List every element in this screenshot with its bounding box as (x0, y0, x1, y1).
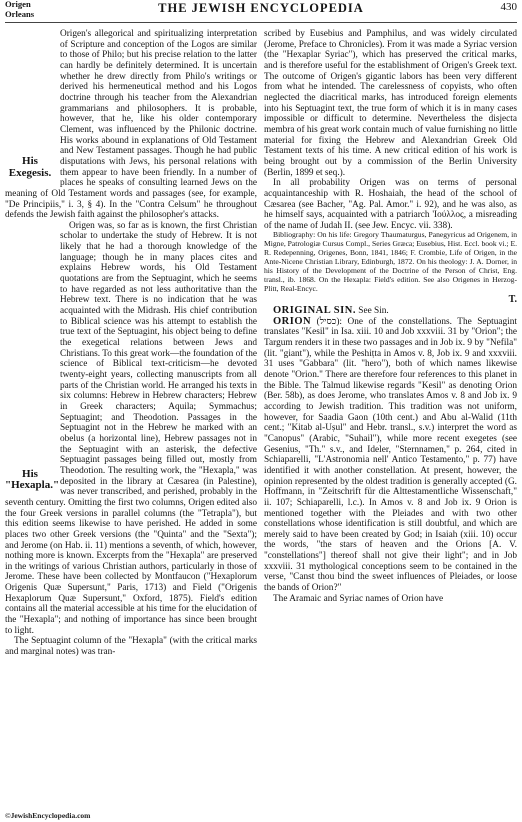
page-number: 430 (500, 1, 517, 13)
copyright-footer: ©JewishEncyclopedia.com (5, 811, 91, 820)
right-column (264, 29, 517, 800)
paragraph-septuagint-column: The Septuagint column of the "Hexapla" (with the critical marks and marginal notes) was tran- (5, 636, 257, 658)
sidenote-his-exegesis: His Exegesis. (8, 155, 52, 179)
running-header (5, 0, 517, 22)
entry-orion-hebrew: (כסיל) (316, 316, 340, 327)
bibliography: Bibliography: On his life: Gregory Thaumaturgus, Panegyricus ad Origenem, in Migne, Patrologiæ Cursus Compl., Series Græca; Eusebius, Hist. Eccl. book vi.; E. R. Redepenning, Origenes, Bonn, 1841, 1846; F. Crombie, Life of Origen, in the Ante-Nicene Christian Library, Edinburgh, 1872. On his theology: J. A. Dorner, in his History of the Development of the Doctrine of the Person of Christ, Eng. transl., ib. 1868. On the Hexapla: Field's edition. See also Origenes in Herzog-Plitt, Real-Encyc. (264, 230, 517, 293)
running-head-word-2: Orleans (5, 8, 35, 19)
left-column (5, 29, 257, 800)
paragraph-aramaic-names: The Aramaic and Syriac names of Orion have (273, 593, 444, 604)
entry-orion-title: ORION (273, 315, 312, 327)
paragraph-hoshaiah: In all probability Origen was on terms of personal acquaintanceship with R. Hoshaiah, the head of the school of Cæsarea (see Bacher, "Ag. Pal. Amor." i. 92), and he was also, as he himself says, acquainted with a patriarch 'Ιούλλος, a misreading of the name of Judah II. (see Jew. Encyc. vii. 338). (264, 178, 517, 231)
paragraph-study-of-hebrew: Origen was, so far as is known, the first Christian scholar to undertake the study of Hebrew. It is not likely that he had a thorough knowledge of the language; though he in many places cites and explains Hebrew words, his Old Testament quotations are from the Septuagint, which he seems to have regarded as not less authoritative than the Hebrew text. There is no indication that he was acquainted with the Midrash. His chief contribution to Biblical science was his attempt to establish the true text of the Septuagint, his object being to define the exegetical relations between Jews and Christians. To this great work—the foundation of the science of Biblical text-criticism—he devoted twenty-eight years, collecting manuscripts from all parts of the Christian world. He arranged his texts in six columns: Hebrew in Hebrew characters; Hebrew in Greek characters; Aquila; Symmachus; Septuagint; and Theodotion. Passages in the Septuagint not in the Hebrew he marked with an obelus (a horizontal line), Hebrew passages not in the Septuagint with an asterisk, the defective Septuagint passages being filled out, mostly from Theodotion. The resulting work, the "Hexapla," was deposited in the library at Cæsarea (in Palestine), was never transcribed, and perished, probably in the seventh century. Omitting the first two columns, Origen edited also the four Greek versions in parallel columns (the "Tetrapla"), but this edition seems likewise to have perished. He added in some places two other Greek versions (the "Quinta" and the "Sexta"); and Jerome (on Hab. ii. 11) mentions a seventh, of which, however, nothing more is known. Excerpts from the "Hexapla" are preserved in the writings of various Christian authors, particularly in those of Jerome. These have been collected by Montfaucon ("Hexaplorum Origenis Quæ Supersunt," Paris, 1713) and Field ("Origenis Hexaplorum Quæ Supersunt," Oxford, 1875). Field's edition contains all the material accessible at his time for the elucidation of the "Hexapla"; and nothing of importance has since been brought to light. (5, 220, 257, 636)
paragraph-transcription: scribed by Eusebius and Pamphilus, and was widely circulated (Jerome, Preface to Chronicles). From it was made a Syriac version (the "Hexaplar Syriac"), which has preserved the critical marks, and is therefore useful for the establishment of Origen's Greek text. The outcome of Origen's gigantic labors has been very different from what he intended. The carelessness of copyists, who often neglected the diacritical marks, has introduced foreign elements into his Septuagint text, the true form of which it is in many cases impossible or difficult to determine. Nevertheless the disjecta membra of his great work contain much of value furnishing no little material for fixing the Hebrew and Alexandrian Greek Old Testament texts of his time. A new critical edition of his work is being brought out by a commission of the Berlin University (Berlin, 1899 et seq.). (264, 29, 517, 178)
paragraph-philo-relation: Origen's allegorical and spiritualizing interpretation of Scripture and conception of the Logos are similar to those of Philo; but his precise relation to the latter can hardly be definitely determined. It is uncertain whether he drew directly from Philo's writings or derived his hermeneutical method and his Logos doctrine through his teacher from the Alexandrian grammarians and philosophers. It is probable, however, that he, like his older contemporary Clement, was influenced by the Philonic doctrine. His works abound in explanations of Old Testament and New Testament passages. Though he had public disputations with Jews, his personal relations with them appear to have been friendly. In a number of places he speaks of consulting learned Jews on the meaning of Old Testament words and passages (see, for example, "De Principiis," i. 3, § 4). In the "Contra Celsum" he throughout defends the Jewish faith against the philosopher's attacks. (5, 29, 257, 221)
entry-orion-text: : One of the constellations. The Septuagint translates "Kesil" in Isa. xiii. 10 and Job xxxviii. 31 by "Orion"; the Targum renders it in these two passages and in Job ix. 9 by "Nefila" (lit. "giant"), while the Peshiṭta in Amos v. 8, Job ix. 9 and xxxviii. 31 uses "Gabbara" (lit. "hero"), both of which names likewise denote "Orion." There are therefore four references to this planet in the Bible. The Talmud likewise regards "Kesil" as denoting Orion (Ber. 58b), as does Jerome, who translates Amos v. 8 and Job ix. 9 according to Jewish tradition. This tradition was not uniform, however, for Saadia Gaon (10th cent.) and Abu al-Walid (11th cent.; "Kitab al-Uṣul" and Hebr. transl., s.v.) interpret the word as "Canopus" (Arabic, "Suhail"), while more recent exegetes (see Gesenius, "Th." s.v., and Ideler, "Sternnamen," p. 264, cited in Schiaparelli, "L'Astronomia nell' Antico Testamento," p. 77) have identified it with another constellation. At present, however, the opinion represented by the oldest tradition is generally accepted (G. Hoffmann, in "Zeitschrift für die Alttestamentliche Wissenschaft," ii. 107; Schiaparelli, l.c.). In Amos v. 8 and Job ix. 9 Orion is mentioned together with the Pleiades and with two other constellations whose identification is still doubtful, and which are merely said to have been created by God; in Isaiah (xiii. 10) occur the words, "the stars of heaven and the Orions [A. V. "constellations"] thereof shall not give their light"; and in Job xxxviii. 31 mythological conceptions seem to be contained in the verse, "Canst thou bind the sweet influences of Pleiades, or loose the bands of Orion?" (264, 316, 517, 594)
entry-original-sin-title: ORIGINAL SIN. (273, 305, 356, 317)
entry-orion (264, 317, 517, 594)
page-title: THE JEWISH ENCYCLOPEDIA (158, 1, 364, 15)
author-signature: T. (508, 294, 517, 306)
sidenote-his-hexapla: His "Hexapla." (5, 467, 60, 492)
see-sin-link[interactable]: See Sin. (358, 306, 389, 317)
header-divider (5, 22, 517, 23)
running-head-word-1: Origen (5, 0, 31, 9)
